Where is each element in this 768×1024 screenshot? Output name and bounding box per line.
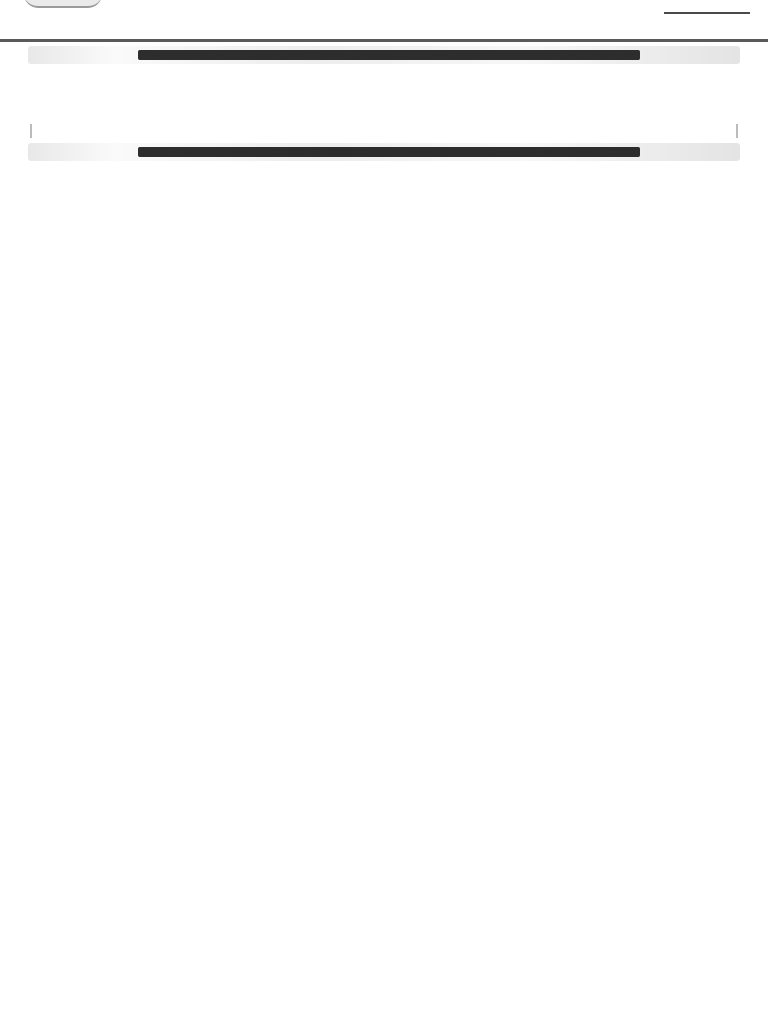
top-navigation-bar <box>0 0 768 42</box>
banner-caption-2 <box>138 147 640 157</box>
top-banner-image[interactable] <box>28 46 740 64</box>
banner-caption <box>138 50 640 60</box>
menu-button[interactable] <box>664 2 750 14</box>
site-logo[interactable] <box>24 0 102 8</box>
mid-banner-image[interactable] <box>28 143 740 161</box>
byline <box>28 94 180 102</box>
info-box[interactable] <box>30 124 738 138</box>
article-body <box>30 160 736 1020</box>
